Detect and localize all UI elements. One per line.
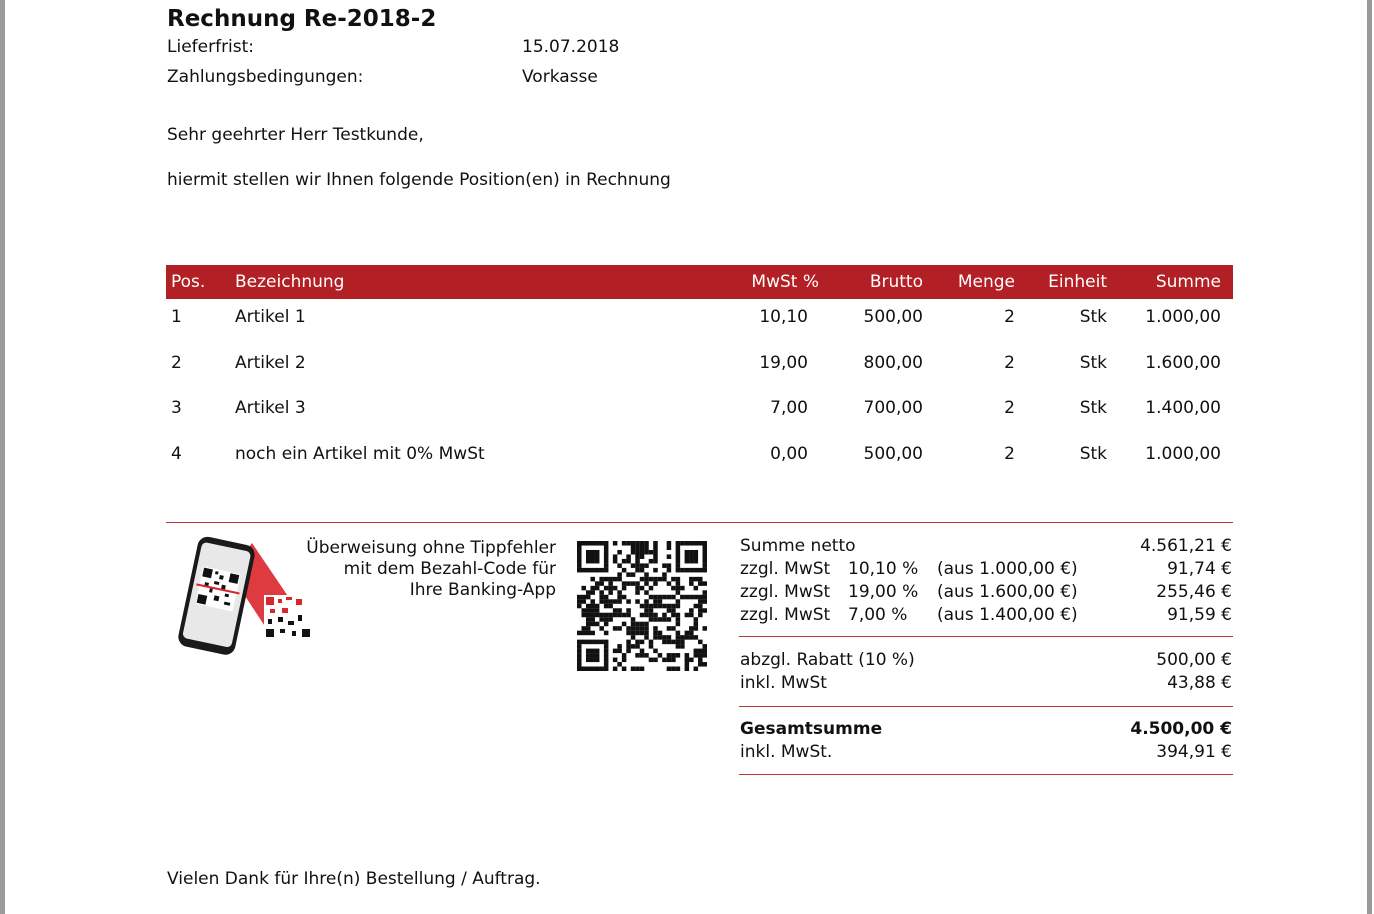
cell-unit: Stk — [1079, 352, 1107, 373]
cell-unit: Stk — [1079, 307, 1107, 327]
header-unit: Einheit — [1048, 272, 1107, 292]
discount-vat-value: 43,88 € — [1167, 673, 1232, 693]
header-description: Bezeichnung — [235, 272, 345, 292]
vat-line-label: zzgl. MwSt — [740, 582, 831, 602]
grand-total-label: Gesamtsumme — [740, 719, 883, 739]
header-vat: MwSt % — [751, 272, 819, 292]
header-pos: Pos. — [171, 272, 206, 292]
cell-sum: 1.400,00 — [1145, 398, 1221, 418]
table-row — [166, 345, 1233, 391]
cell-vat: 7,00 — [770, 398, 808, 418]
vat-line-base: (aus 1.400,00 €) — [937, 605, 1078, 625]
cell-pos: 1 — [171, 307, 182, 327]
cell-vat: 0,00 — [770, 443, 808, 464]
cell-sum: 1.600,00 — [1145, 352, 1221, 373]
cell-quantity: 2 — [1004, 307, 1015, 327]
bezahlcode-line-2: mit dem Bezahl-Code für — [343, 559, 556, 579]
discount-label: abzgl. Rabatt (10 %) — [740, 650, 915, 670]
cell-gross: 700,00 — [863, 398, 923, 418]
window-border-right — [1367, 0, 1372, 914]
cell-pos: 3 — [171, 398, 182, 418]
cell-quantity: 2 — [1004, 352, 1015, 373]
payment-terms-label: Zahlungsbedingungen: — [167, 67, 364, 87]
vat-line-base: (aus 1.600,00 €) — [937, 582, 1078, 602]
header-sum: Summe — [1155, 272, 1221, 292]
cell-description: Artikel 1 — [235, 307, 306, 327]
bezahlcode-line-1: Überweisung ohne Tippfehler — [306, 538, 556, 558]
cell-vat: 10,10 — [759, 307, 808, 327]
vat-line-base: (aus 1.000,00 €) — [937, 559, 1078, 579]
vat-line-rate: 19,00 % — [848, 582, 919, 602]
cell-description: noch ein Artikel mit 0% MwSt — [235, 443, 485, 464]
vat-line-value: 91,59 € — [1167, 605, 1232, 625]
closing-text: Vielen Dank für Ihre(n) Bestellung / Auftrag. — [167, 869, 541, 889]
cell-quantity: 2 — [1004, 398, 1015, 418]
invoice-title: Rechnung Re-2018-2 — [167, 6, 437, 32]
table-row — [166, 436, 1233, 482]
net-sum-label: Summe netto — [740, 536, 856, 556]
cell-gross: 800,00 — [863, 352, 923, 373]
intro-text: hiermit stellen wir Ihnen folgende Position(en) in Rechnung — [167, 170, 671, 190]
totals-divider-top — [739, 522, 1233, 523]
cell-gross: 500,00 — [863, 443, 923, 464]
cell-unit: Stk — [1079, 443, 1107, 464]
table-header — [166, 265, 1233, 299]
net-sum-value: 4.561,21 € — [1140, 536, 1232, 556]
discount-value: 500,00 € — [1156, 650, 1232, 670]
grand-total-vat-label: inkl. MwSt. — [740, 742, 833, 762]
grand-total-value: 4.500,00 € — [1130, 719, 1232, 739]
grand-total-vat-value: 394,91 € — [1156, 742, 1232, 762]
qr-code-icon — [577, 541, 707, 671]
header-gross: Brutto — [869, 272, 923, 292]
delivery-label: Lieferfrist: — [167, 37, 255, 57]
header-quantity: Menge — [957, 272, 1015, 292]
vat-line-value: 91,74 € — [1167, 559, 1232, 579]
cell-gross: 500,00 — [863, 307, 923, 327]
bezahlcode-text — [296, 538, 556, 601]
positions-table — [166, 265, 1233, 481]
vat-line-rate: 7,00 % — [848, 605, 908, 625]
discount-vat-label: inkl. MwSt — [740, 673, 827, 693]
cell-vat: 19,00 — [759, 352, 808, 373]
table-body — [166, 299, 1233, 481]
cell-sum: 1.000,00 — [1145, 307, 1221, 327]
table-row — [166, 390, 1233, 436]
vat-line-value: 255,46 € — [1156, 582, 1232, 602]
table-row — [166, 299, 1233, 345]
vat-line-rate: 10,10 % — [848, 559, 919, 579]
totals-divider-grand — [739, 706, 1233, 707]
totals-divider-middle — [739, 636, 1233, 637]
greeting: Sehr geehrter Herr Testkunde, — [167, 125, 424, 145]
cell-unit: Stk — [1079, 398, 1107, 418]
vat-line-label: zzgl. MwSt — [740, 559, 831, 579]
delivery-value: 15.07.2018 — [522, 37, 620, 57]
window-border-left — [0, 0, 5, 914]
payment-terms-value: Vorkasse — [522, 67, 598, 87]
cell-pos: 4 — [171, 443, 182, 464]
cell-description: Artikel 2 — [235, 352, 306, 373]
bezahlcode-line-3: Ihre Banking-App — [409, 580, 556, 600]
vat-line-label: zzgl. MwSt — [740, 605, 831, 625]
cell-quantity: 2 — [1004, 443, 1015, 464]
totals-divider-bottom — [739, 774, 1233, 775]
cell-pos: 2 — [171, 352, 182, 373]
cell-description: Artikel 3 — [235, 398, 306, 418]
cell-sum: 1.000,00 — [1145, 443, 1221, 464]
